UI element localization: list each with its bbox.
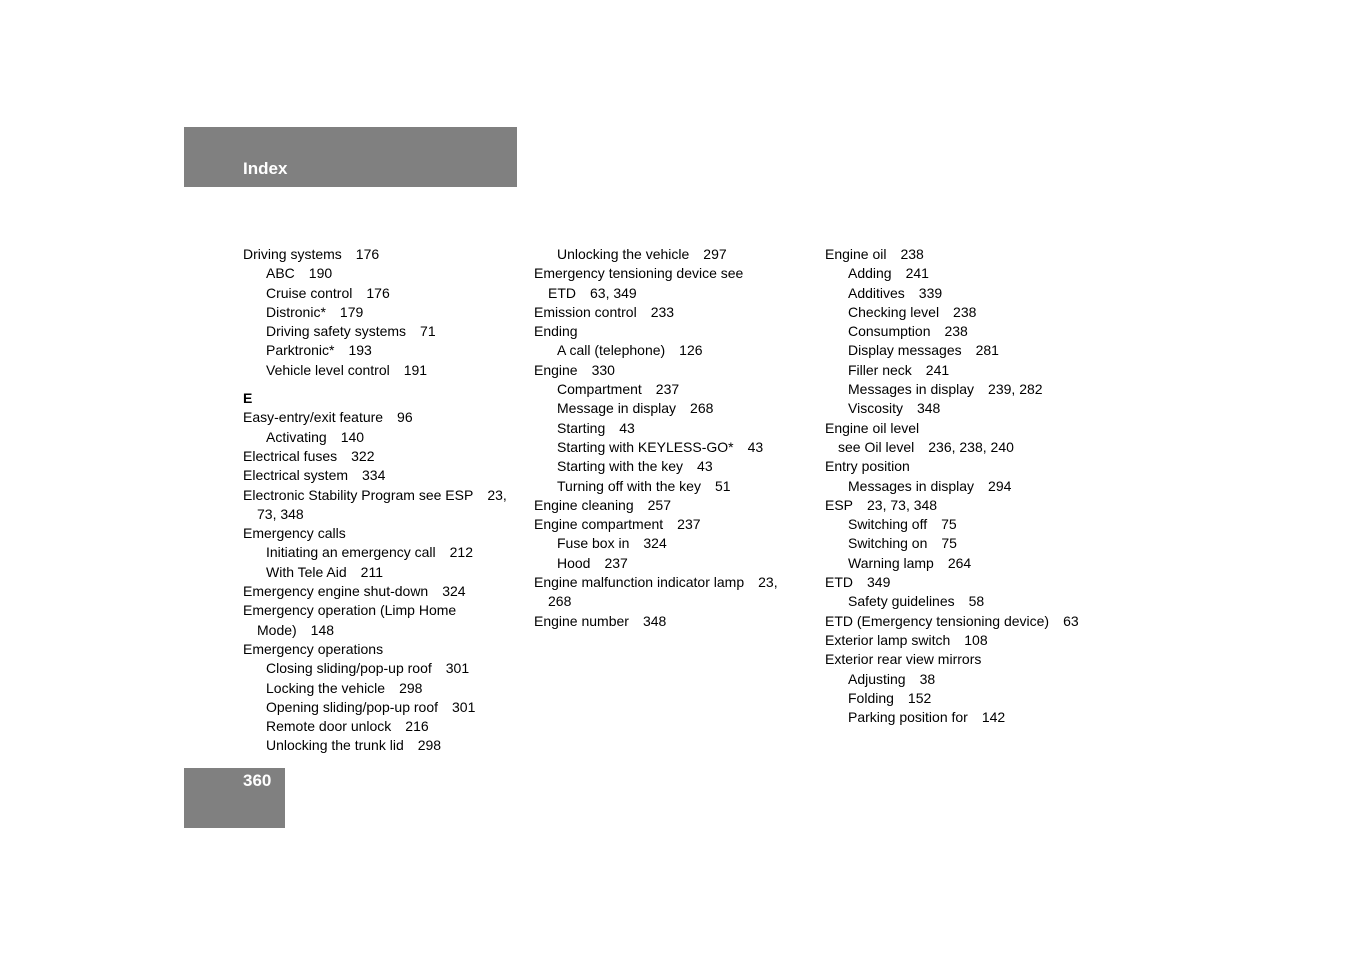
index-subentry: Message in display 268: [557, 400, 714, 417]
index-entry: Entry position: [825, 458, 910, 475]
index-subentry: Messages in display 239, 282: [848, 381, 1043, 398]
index-subentry: Driving safety systems 71: [266, 323, 436, 340]
index-entry: Emergency tensioning device see: [534, 265, 744, 282]
index-entry: Engine number 348: [534, 612, 667, 629]
page-title: Index: [243, 159, 288, 178]
index-entry-continuation: Mode) 148: [257, 621, 335, 638]
index-subentry: Hood 237: [557, 554, 628, 571]
index-column-2: [534, 245, 819, 631]
index-entry-continuation: 268: [548, 593, 572, 610]
index-entry: Emergency calls: [243, 525, 346, 542]
index-entry: Easy-entry/exit feature 96: [243, 409, 413, 426]
index-subentry: Unlocking the vehicle 297: [557, 246, 727, 262]
index-subentry: Vehicle level control 191: [266, 361, 428, 378]
page-number-box: [184, 768, 285, 828]
index-subentry: Display messages 281: [848, 342, 999, 359]
index-subentry: Starting with the key 43: [557, 458, 713, 475]
page-number: 360: [243, 771, 272, 790]
index-entry: Electrical system 334: [243, 467, 386, 484]
index-entry: Exterior lamp switch 108: [825, 631, 988, 648]
index-entry: ESP 23, 73, 348: [825, 496, 938, 513]
index-subentry: Cruise control 176: [266, 284, 390, 301]
index-entry: Emergency engine shut-down 324: [243, 583, 466, 600]
index-letter-heading: E: [243, 390, 253, 407]
index-entry: Engine oil level: [825, 419, 920, 436]
index-subentry: Starting with KEYLESS-GO* 43: [557, 438, 764, 455]
index-subentry: Consumption 238: [848, 323, 968, 340]
index-subentry: With Tele Aid 211: [266, 563, 383, 580]
index-entry: Exterior rear view mirrors: [825, 651, 982, 668]
index-subentry: ABC 190: [266, 265, 333, 282]
index-column-3: [825, 245, 1115, 727]
index-subentry: Warning lamp 264: [848, 554, 972, 571]
index-subentry: Closing sliding/pop-up roof 301: [266, 660, 470, 677]
index-entry: Engine compartment 237: [534, 516, 701, 533]
index-subentry: Unlocking the trunk lid 298: [266, 737, 442, 754]
index-entry: Emission control 233: [534, 303, 675, 320]
index-entry-continuation: ETD 63, 349: [548, 284, 637, 301]
index-subentry: Safety guidelines 58: [848, 593, 985, 610]
index-subentry: Parktronic* 193: [266, 342, 372, 359]
index-subentry: Initiating an emergency call 212: [266, 544, 474, 561]
index-subentry: Fuse box in 324: [557, 535, 667, 552]
index-subentry: Additives 339: [848, 284, 943, 301]
index-entry-continuation: 73, 348: [257, 505, 304, 522]
index-subentry: Opening sliding/pop-up roof 301: [266, 698, 476, 715]
index-subentry: Filler neck 241: [848, 361, 950, 378]
index-subentry: Adjusting 38: [848, 670, 936, 687]
index-subentry: Remote door unlock 216: [266, 718, 429, 735]
index-subentry: Turning off with the key 51: [557, 477, 731, 494]
index-column-1: [243, 245, 528, 756]
index-subentry: Distronic* 179: [266, 303, 364, 320]
index-entry: Electronic Stability Program see ESP 23,: [243, 486, 507, 503]
index-entry: Engine oil 238: [825, 246, 924, 262]
index-subentry: Compartment 237: [557, 381, 680, 398]
index-subentry: Adding 241: [848, 265, 929, 282]
index-subentry: Checking level 238: [848, 303, 977, 320]
index-subentry: Parking position for 142: [848, 709, 1006, 726]
index-entry: Emergency operations: [243, 640, 384, 657]
index-subentry: Folding 152: [848, 689, 932, 706]
index-entry: Engine 330: [534, 361, 615, 378]
index-subentry: A call (telephone) 126: [557, 342, 703, 359]
index-header-bar: [184, 127, 517, 187]
index-subentry: Viscosity 348: [848, 400, 941, 417]
index-subentry: Locking the vehicle 298: [266, 679, 423, 696]
index-entry: Electrical fuses 322: [243, 447, 375, 464]
index-entry: Engine malfunction indicator lamp 23,: [534, 574, 778, 591]
index-entry-continuation: see Oil level 236, 238, 240: [838, 438, 1014, 455]
index-subentry: Activating 140: [266, 428, 365, 445]
index-entry: Engine cleaning 257: [534, 496, 671, 513]
index-subentry: Messages in display 294: [848, 477, 1012, 494]
index-entry: Emergency operation (Limp Home: [243, 602, 457, 619]
index-subentry: Switching off 75: [848, 516, 957, 533]
index-entry: ETD (Emergency tensioning device) 63: [825, 612, 1079, 629]
index-subentry: Switching on 75: [848, 535, 957, 552]
index-subentry: Starting 43: [557, 419, 635, 436]
index-entry: Driving systems 176: [243, 246, 380, 262]
index-entry: ETD 349: [825, 574, 891, 591]
index-entry: Ending: [534, 323, 578, 340]
